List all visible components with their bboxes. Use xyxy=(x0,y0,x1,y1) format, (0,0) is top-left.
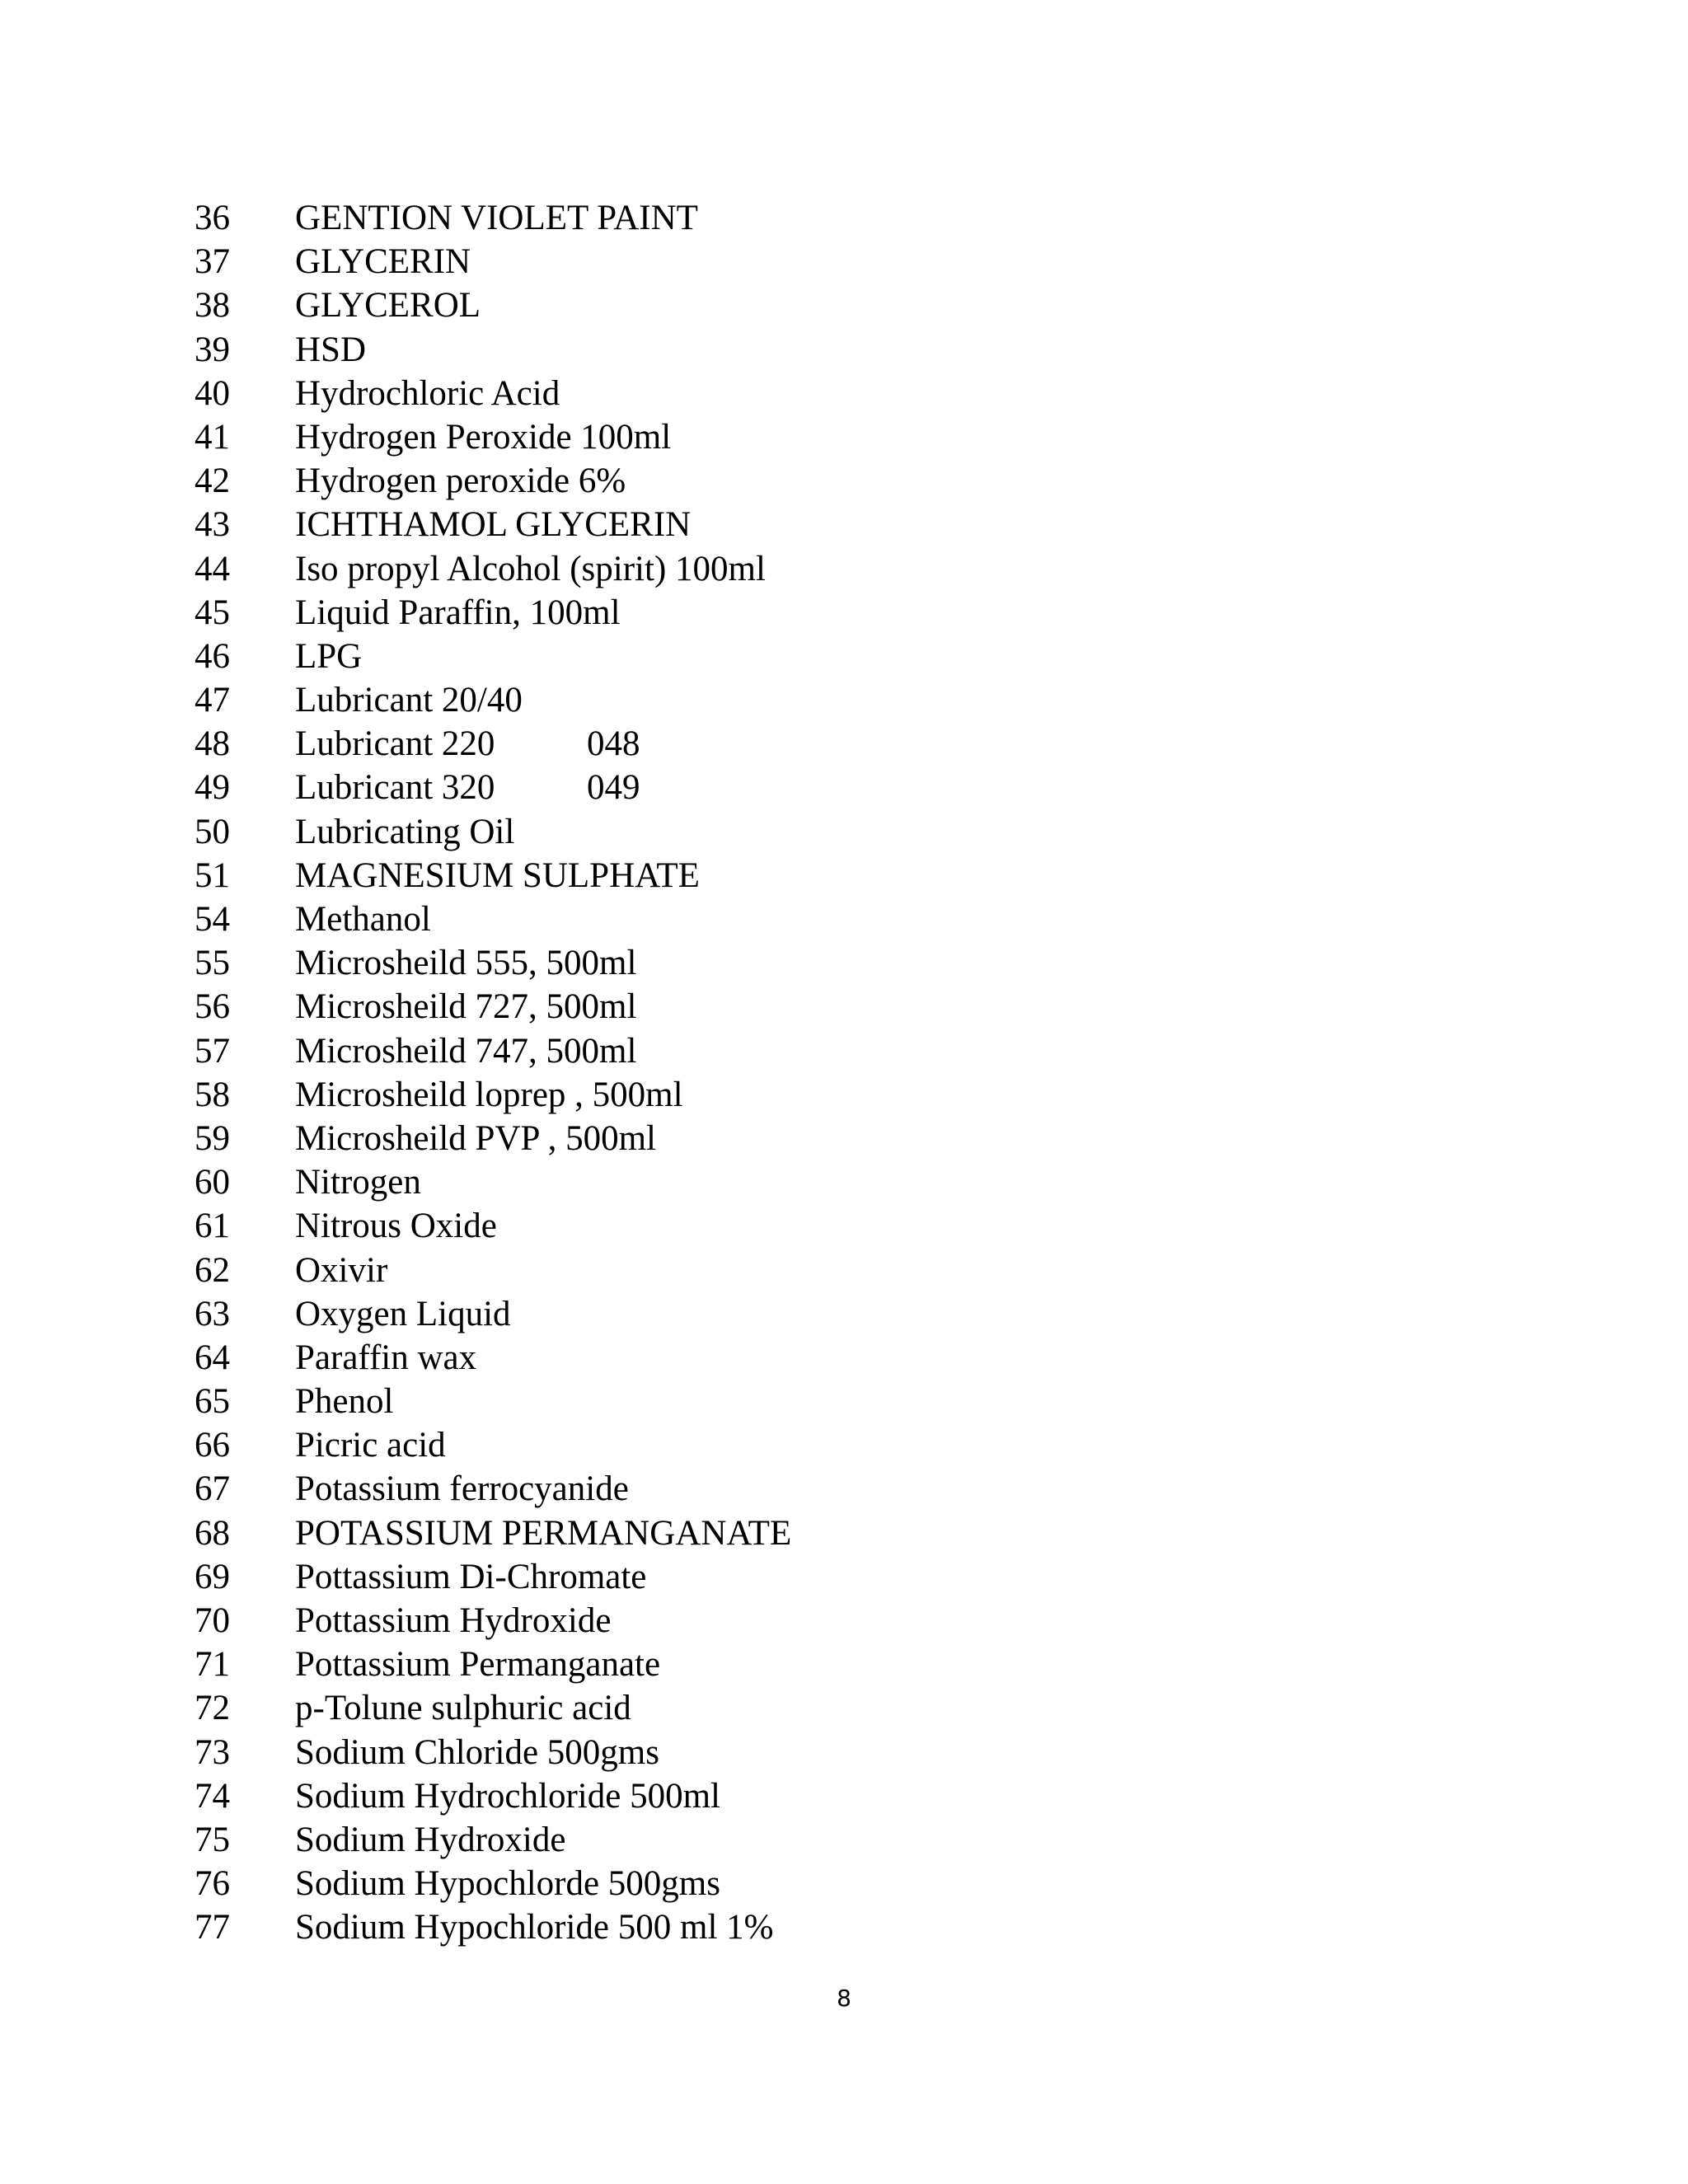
item-number: 47 xyxy=(195,681,230,720)
item-number: 59 xyxy=(195,1118,230,1158)
item-number: 36 xyxy=(195,199,230,237)
item-name: ICHTHAMOL GLYCERIN xyxy=(295,505,692,545)
item-name: GENTION VIOLET PAINT xyxy=(295,199,698,237)
item-number: 74 xyxy=(195,1776,230,1816)
item-name: Hydrogen Peroxide 100ml xyxy=(295,417,672,457)
item-name: Sodium Chloride 500gms xyxy=(295,1732,659,1772)
item-number: 57 xyxy=(195,1031,230,1071)
item-number: 71 xyxy=(195,1645,230,1685)
item-name: Lubricant 220 xyxy=(295,724,495,764)
item-name: LPG xyxy=(295,636,363,676)
item-name: Liquid Paraffin, 100ml xyxy=(295,593,621,632)
item-number: 49 xyxy=(195,768,230,808)
item-name: Hydrochloric Acid xyxy=(295,373,560,413)
item-name: Nitrous Oxide xyxy=(295,1207,497,1246)
item-number: 54 xyxy=(195,900,230,939)
item-number: 67 xyxy=(195,1469,230,1509)
page-number: 8 xyxy=(837,1985,851,2012)
item-name: Microsheild loprep , 500ml xyxy=(295,1075,683,1114)
item-name: GLYCERIN xyxy=(295,242,471,282)
item-number: 48 xyxy=(195,724,230,764)
item-number: 64 xyxy=(195,1338,230,1377)
item-number: 41 xyxy=(195,417,230,457)
item-number: 42 xyxy=(195,462,230,501)
item-number: 77 xyxy=(195,1908,230,1947)
item-number: 38 xyxy=(195,286,230,326)
item-number: 69 xyxy=(195,1557,230,1596)
item-name: Iso propyl Alcohol (spirit) 100ml xyxy=(295,549,766,588)
item-name: Sodium Hypochloride 500 ml 1% xyxy=(295,1908,774,1947)
item-name: Pottassium Hydroxide xyxy=(295,1601,612,1640)
item-name: Oxivir xyxy=(295,1250,388,1290)
item-number: 39 xyxy=(195,330,230,369)
item-number: 75 xyxy=(195,1820,230,1859)
item-name: HSD xyxy=(295,330,367,369)
item-name: Lubricant 20/40 xyxy=(295,681,523,720)
item-name: Oxygen Liquid xyxy=(295,1294,511,1333)
item-name: Methanol xyxy=(295,900,431,939)
item-name: Microsheild PVP , 500ml xyxy=(295,1118,656,1158)
item-name: GLYCEROL xyxy=(295,286,481,326)
item-name: Phenol xyxy=(295,1382,394,1422)
item-name: Pottassium Permanganate xyxy=(295,1645,661,1685)
item-code: 049 xyxy=(587,768,640,808)
item-name: POTASSIUM PERMANGANATE xyxy=(295,1513,792,1553)
item-number: 68 xyxy=(195,1513,230,1553)
item-name: p-Tolune sulphuric acid xyxy=(295,1689,631,1728)
item-number: 66 xyxy=(195,1426,230,1465)
item-number: 46 xyxy=(195,636,230,676)
item-number: 72 xyxy=(195,1689,230,1728)
item-name: Sodium Hydroxide xyxy=(295,1820,566,1859)
item-number: 55 xyxy=(195,944,230,983)
item-number: 70 xyxy=(195,1601,230,1640)
item-number: 62 xyxy=(195,1250,230,1290)
item-name: Lubricant 320 xyxy=(295,768,495,808)
item-number: 73 xyxy=(195,1732,230,1772)
item-number: 60 xyxy=(195,1163,230,1202)
item-number: 56 xyxy=(195,987,230,1027)
item-name: Picric acid xyxy=(295,1426,446,1465)
item-number: 63 xyxy=(195,1294,230,1333)
item-number: 58 xyxy=(195,1075,230,1114)
item-number: 50 xyxy=(195,812,230,851)
item-number: 45 xyxy=(195,593,230,632)
item-name: Microsheild 555, 500ml xyxy=(295,944,637,983)
item-number: 40 xyxy=(195,373,230,413)
item-name: MAGNESIUM SULPHATE xyxy=(295,855,700,895)
item-number: 76 xyxy=(195,1864,230,1904)
item-name: Hydrogen peroxide 6% xyxy=(295,462,626,501)
item-name: Microsheild 747, 500ml xyxy=(295,1031,637,1071)
item-number: 37 xyxy=(195,242,230,282)
item-name: Pottassium Di-Chromate xyxy=(295,1557,647,1596)
item-number: 43 xyxy=(195,505,230,545)
item-code: 048 xyxy=(587,724,640,764)
item-name: Paraffin wax xyxy=(295,1338,477,1377)
item-number: 51 xyxy=(195,855,230,895)
item-name: Microsheild 727, 500ml xyxy=(295,987,637,1027)
item-number: 44 xyxy=(195,549,230,588)
item-name: Lubricating Oil xyxy=(295,812,515,851)
item-name: Sodium Hydrochloride 500ml xyxy=(295,1776,720,1816)
item-number: 65 xyxy=(195,1382,230,1422)
item-name: Potassium ferrocyanide xyxy=(295,1469,629,1509)
item-number: 61 xyxy=(195,1207,230,1246)
item-name: Nitrogen xyxy=(295,1163,421,1202)
item-name: Sodium Hypochlorde 500gms xyxy=(295,1864,720,1904)
